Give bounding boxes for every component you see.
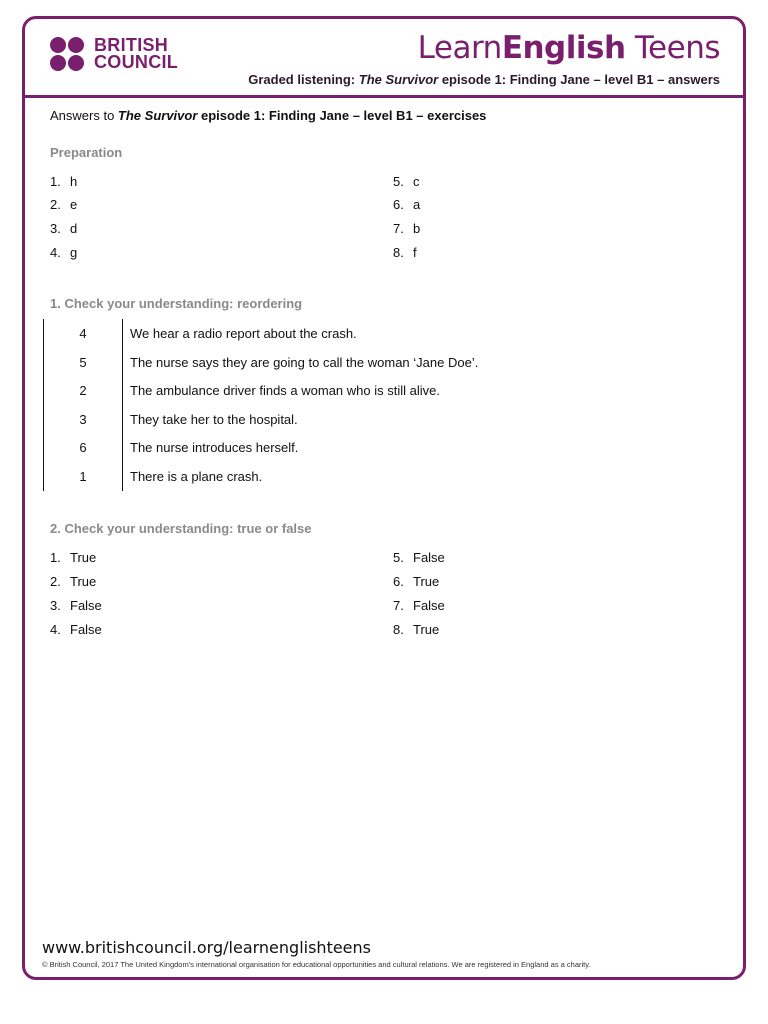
true-false-heading: 2. Check your understanding: true or false — [50, 521, 312, 536]
reorder-sentence: The ambulance driver finds a woman who is still alive. — [130, 383, 440, 398]
answer-number: 2. — [50, 574, 61, 589]
tf-answer-4 — [50, 622, 102, 637]
answer-number: 8. — [393, 245, 404, 260]
reorder-number: 1 — [79, 469, 87, 484]
prep-answer-1 — [50, 174, 77, 189]
footer-url: www.britishcouncil.org/learnenglishteens — [42, 938, 371, 957]
logo-dots-icon — [50, 37, 84, 71]
answer-number: 7. — [393, 221, 404, 236]
subtitle-pre: Graded listening: — [248, 72, 359, 87]
logo-line-1: BRITISH — [94, 35, 169, 55]
tf-answer-3 — [50, 598, 102, 613]
answer-number: 1. — [50, 550, 61, 565]
prep-answer-5 — [393, 174, 420, 189]
prep-answer-7 — [393, 221, 420, 236]
answer-value: False — [413, 550, 445, 565]
answer-value: f — [413, 245, 417, 260]
answer-value: False — [70, 598, 102, 613]
answer-number: 6. — [393, 197, 404, 212]
logo-line-2: COUNCIL — [94, 52, 179, 72]
answer-value: a — [413, 197, 421, 212]
answer-value: e — [70, 197, 78, 212]
reorder-sentence: The nurse introduces herself. — [130, 440, 299, 455]
answer-value: True — [413, 574, 440, 589]
reorder-number: 5 — [79, 355, 87, 370]
answer-number: 4. — [50, 622, 61, 637]
logo-text — [94, 37, 178, 71]
intro-pre: Answers to — [50, 108, 118, 123]
answer-value: True — [413, 622, 440, 637]
answer-number: 3. — [50, 598, 61, 613]
answer-value: g — [70, 245, 78, 260]
answer-value: b — [413, 221, 421, 236]
table-border-left — [43, 319, 44, 491]
answer-value: h — [70, 174, 78, 189]
subtitle-italic: The Survivor — [358, 72, 439, 87]
tf-answer-8 — [393, 622, 439, 637]
answer-number: 7. — [393, 598, 404, 613]
answer-number: 5. — [393, 174, 404, 189]
subtitle-post: episode 1: Finding Jane – level B1 – answers — [438, 72, 720, 87]
tf-answer-7 — [393, 598, 445, 613]
footer-copyright: © British Council, 2017 The United Kingdom's international organisation for educational opportunities and cultural relations. We are registered in England as a charity. — [42, 960, 591, 969]
tf-answer-1 — [50, 550, 96, 565]
reorder-number: 4 — [79, 326, 87, 341]
brand-teens: Teens — [625, 30, 720, 66]
answer-value: True — [70, 574, 97, 589]
answer-number: 4. — [50, 245, 61, 260]
tf-answer-5 — [393, 550, 445, 565]
header-divider — [22, 95, 746, 98]
intro-italic: The Survivor — [117, 108, 198, 123]
reordering-heading: 1. Check your understanding: reordering — [50, 296, 303, 311]
tf-answer-2 — [50, 574, 96, 589]
prep-answer-3 — [50, 221, 77, 236]
brand-learn: Learn — [417, 30, 502, 66]
document-subtitle — [248, 72, 720, 87]
reorder-sentence: The nurse says they are going to call the woman ‘Jane Doe’. — [130, 355, 479, 370]
prep-answer-2 — [50, 197, 77, 212]
page-frame — [22, 16, 746, 980]
answer-value: c — [413, 174, 420, 189]
brand-english: English — [501, 30, 626, 66]
prep-answer-6 — [393, 197, 420, 212]
reorder-sentence: They take her to the hospital. — [130, 412, 298, 427]
reorder-number: 3 — [79, 412, 87, 427]
answer-value: False — [413, 598, 445, 613]
reorder-number: 6 — [79, 440, 87, 455]
reorder-sentence: There is a plane crash. — [130, 469, 263, 484]
answer-number: 5. — [393, 550, 404, 565]
answer-number: 3. — [50, 221, 61, 236]
answer-value: False — [70, 622, 102, 637]
answer-number: 6. — [393, 574, 404, 589]
reorder-number: 2 — [79, 383, 87, 398]
prep-answer-8 — [393, 245, 417, 260]
tf-answer-6 — [393, 574, 439, 589]
british-council-logo — [50, 37, 178, 71]
table-column-divider — [122, 319, 123, 491]
intro-post: episode 1: Finding Jane – level B1 – exercises — [197, 108, 487, 123]
prep-answer-4 — [50, 245, 77, 260]
answer-value: True — [70, 550, 97, 565]
answer-number: 1. — [50, 174, 61, 189]
intro-line — [50, 108, 486, 123]
answer-number: 8. — [393, 622, 404, 637]
reorder-sentence: We hear a radio report about the crash. — [130, 326, 357, 341]
preparation-heading: Preparation — [50, 145, 123, 160]
learnenglish-teens-title — [418, 30, 720, 66]
answer-number: 2. — [50, 197, 61, 212]
answer-value: d — [70, 221, 78, 236]
